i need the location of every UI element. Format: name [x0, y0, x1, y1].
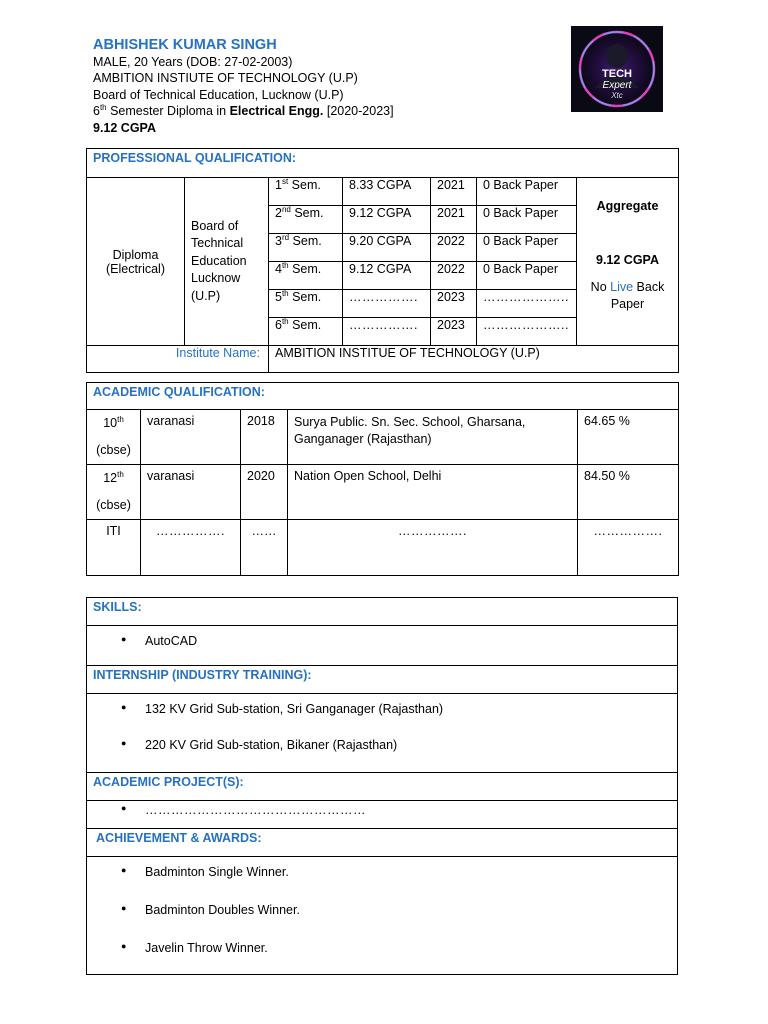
sem-back: 0 Back Paper [477, 178, 577, 206]
projects-cell [87, 801, 678, 829]
sem-year: 2022 [431, 234, 477, 262]
sem-cgpa: 8.33 CGPA [343, 178, 431, 206]
list-item: ● Badminton Single Winner. [93, 865, 671, 879]
sem-cgpa: 9.12 CGPA [343, 206, 431, 234]
board-cell: Board of Technical Education Lucknow (U.P) [185, 178, 269, 346]
list-item: ● AutoCAD [93, 634, 671, 648]
aggregate-value: 9.12 CGPA [596, 253, 659, 267]
aggregate-cell [577, 178, 679, 346]
year-cell: 2018 [241, 410, 288, 465]
internship-cell [87, 694, 678, 773]
institute-label: Institute Name: [87, 346, 269, 373]
sem-cgpa: ……………. [343, 318, 431, 346]
academic-heading: ACADEMIC QUALIFICATION: [87, 383, 679, 410]
institute-line: AMBITION INSTIUTE OF TECHNOLOGY (U.P) [93, 71, 358, 86]
sem-label: 2nd Sem. [269, 206, 343, 234]
list-item: ● …………………………………………… [93, 803, 671, 817]
achievements-heading: ACHIEVEMENT & AWARDS: [87, 829, 678, 857]
sem-year: 2023 [431, 318, 477, 346]
candidate-name: ABHISHEK KUMAR SINGH [93, 37, 277, 53]
sem-label: 5th Sem. [269, 290, 343, 318]
svg-text:TECH: TECH [602, 68, 632, 80]
sem-year: 2023 [431, 290, 477, 318]
sem-back: ……………….. [477, 290, 577, 318]
sem-year: 2022 [431, 262, 477, 290]
sem-cgpa: 9.12 CGPA [343, 262, 431, 290]
year-cell: 2020 [241, 465, 288, 520]
list-item: ● Badminton Doubles Winner. [93, 903, 671, 917]
academic-qualification-table [86, 382, 679, 576]
no-live-back-paper: No Live Back Paper [590, 280, 665, 311]
sem-year: 2021 [431, 206, 477, 234]
percent-cell: 64.65 % [578, 410, 679, 465]
sem-cgpa: 9.20 CGPA [343, 234, 431, 262]
achievements-cell [87, 857, 678, 975]
city-cell: varanasi [141, 465, 241, 520]
skills-heading: SKILLS: [87, 598, 678, 626]
projects-heading: ACADEMIC PROJECT(S): [87, 773, 678, 801]
city-cell: ……………. [141, 520, 241, 576]
resume-header [93, 36, 394, 136]
course-cell: Diploma (Electrical) [87, 178, 185, 346]
aggregate-label: Aggregate [596, 199, 659, 213]
tech-expert-logo [571, 26, 663, 112]
sem-label: 3rd Sem. [269, 234, 343, 262]
school-cell: ……………. [288, 520, 578, 576]
diploma-line: 6th Semester Diploma in Electrical Engg. [2020-2023] [93, 103, 394, 119]
class-cell: 12th (cbse) [87, 465, 141, 520]
list-item: ● 220 KV Grid Sub-station, Bikaner (Rajasthan) [93, 738, 671, 752]
skills-table [86, 597, 678, 975]
institute-value: AMBITION INSTITUE OF TECHNOLOGY (U.P) [269, 346, 679, 373]
professional-heading: PROFESSIONAL QUALIFICATION: [87, 149, 679, 178]
percent-cell: 84.50 % [578, 465, 679, 520]
sem-back: 0 Back Paper [477, 234, 577, 262]
city-cell: varanasi [141, 410, 241, 465]
svg-text:Expert: Expert [602, 80, 632, 91]
school-cell: Nation Open School, Delhi [288, 465, 578, 520]
sem-back: ……………….. [477, 318, 577, 346]
sem-back: 0 Back Paper [477, 262, 577, 290]
year-cell: …… [241, 520, 288, 576]
sem-label: 4th Sem. [269, 262, 343, 290]
percent-cell: ……………. [578, 520, 679, 576]
list-item: ● Javelin Throw Winner. [93, 941, 671, 955]
list-item: ● 132 KV Grid Sub-station, Sri Ganganager (Rajasthan) [93, 702, 671, 716]
sem-year: 2021 [431, 178, 477, 206]
skills-cell [87, 626, 678, 666]
board-line: Board of Technical Education, Lucknow (U.P) [93, 87, 344, 102]
professional-qualification-table [86, 148, 679, 373]
gender-age-dob: MALE, 20 Years (DOB: 27-02-2003) [93, 55, 293, 69]
sem-label: 6th Sem. [269, 318, 343, 346]
class-cell: 10th (cbse) [87, 410, 141, 465]
internship-heading: INTERNSHIP (INDUSTRY TRAINING): [87, 666, 678, 694]
sem-cgpa: ……………. [343, 290, 431, 318]
class-cell: ITI [87, 520, 141, 576]
sem-label: 1st Sem. [269, 178, 343, 206]
svg-text:Xtc: Xtc [611, 91, 623, 100]
school-cell: Surya Public. Sn. Sec. School, Gharsana, Ganganager (Rajasthan) [288, 410, 578, 465]
header-cgpa: 9.12 CGPA [93, 120, 156, 135]
sem-back: 0 Back Paper [477, 206, 577, 234]
